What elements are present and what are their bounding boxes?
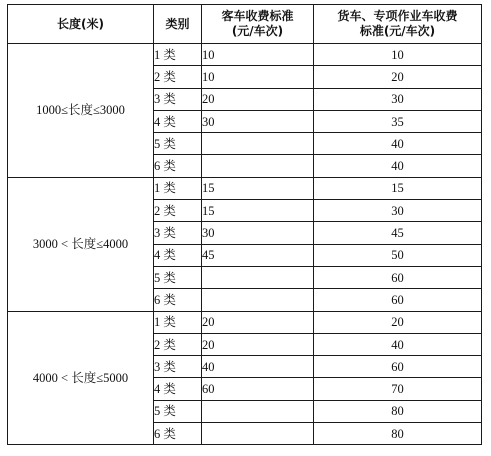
passenger-fee-cell: 45 (202, 244, 314, 266)
freight-fee-cell: 60 (314, 356, 482, 378)
table-header (8, 5, 482, 44)
passenger-fee-cell: 20 (202, 333, 314, 355)
passenger-fee-cell (202, 423, 314, 445)
freight-fee-cell: 30 (314, 88, 482, 110)
freight-fee-cell: 30 (314, 200, 482, 222)
passenger-fee-cell: 10 (202, 66, 314, 88)
freight-fee-cell: 35 (314, 110, 482, 132)
passenger-fee-cell: 10 (202, 44, 314, 66)
freight-fee-cell: 60 (314, 289, 482, 311)
passenger-fee-cell (202, 266, 314, 288)
length-range-cell: 1000≤长度≤3000 (8, 44, 154, 178)
vehicle-category-cell: 5 类 (154, 266, 202, 288)
passenger-fee-cell: 15 (202, 200, 314, 222)
vehicle-category-cell: 1 类 (154, 44, 202, 66)
vehicle-category-cell: 5 类 (154, 400, 202, 422)
table-row (8, 311, 482, 333)
freight-fee-cell: 70 (314, 378, 482, 400)
length-range-cell: 4000 < 长度≤5000 (8, 311, 154, 445)
vehicle-category-cell: 1 类 (154, 311, 202, 333)
freight-fee-cell: 80 (314, 400, 482, 422)
length-range-cell: 3000 < 长度≤4000 (8, 177, 154, 311)
header-passenger-fee-line1: 客车收费标准 (221, 9, 294, 23)
vehicle-category-cell: 6 类 (154, 155, 202, 177)
freight-fee-cell: 45 (314, 222, 482, 244)
passenger-fee-cell (202, 133, 314, 155)
passenger-fee-cell (202, 289, 314, 311)
fee-table-container (7, 4, 482, 445)
vehicle-category-cell: 4 类 (154, 378, 202, 400)
table-body (8, 44, 482, 445)
freight-fee-cell: 40 (314, 155, 482, 177)
passenger-fee-cell: 15 (202, 177, 314, 199)
passenger-fee-cell: 30 (202, 222, 314, 244)
passenger-fee-cell: 20 (202, 88, 314, 110)
freight-fee-cell: 40 (314, 333, 482, 355)
freight-fee-cell: 40 (314, 133, 482, 155)
table-row (8, 177, 482, 199)
freight-fee-cell: 80 (314, 423, 482, 445)
vehicle-category-cell: 4 类 (154, 244, 202, 266)
freight-fee-cell: 20 (314, 66, 482, 88)
vehicle-category-cell: 3 类 (154, 222, 202, 244)
passenger-fee-cell (202, 400, 314, 422)
freight-fee-cell: 15 (314, 177, 482, 199)
toll-fee-table (7, 4, 482, 445)
header-passenger-fee (202, 5, 314, 44)
vehicle-category-cell: 2 类 (154, 333, 202, 355)
header-freight-fee-line1: 货车、专项作业车收费 (337, 9, 458, 23)
freight-fee-cell: 20 (314, 311, 482, 333)
passenger-fee-cell: 60 (202, 378, 314, 400)
vehicle-category-cell: 2 类 (154, 66, 202, 88)
vehicle-category-cell: 5 类 (154, 133, 202, 155)
header-passenger-fee-line2: (元/车次) (231, 24, 284, 38)
header-category: 类别 (154, 5, 202, 44)
freight-fee-cell: 60 (314, 266, 482, 288)
header-length: 长度(米) (8, 5, 154, 44)
vehicle-category-cell: 3 类 (154, 88, 202, 110)
vehicle-category-cell: 2 类 (154, 200, 202, 222)
vehicle-category-cell: 1 类 (154, 177, 202, 199)
table-row (8, 44, 482, 66)
passenger-fee-cell: 40 (202, 356, 314, 378)
freight-fee-cell: 50 (314, 244, 482, 266)
header-row (8, 5, 482, 44)
header-freight-fee (314, 5, 482, 44)
freight-fee-cell: 10 (314, 44, 482, 66)
passenger-fee-cell: 20 (202, 311, 314, 333)
vehicle-category-cell: 6 类 (154, 289, 202, 311)
vehicle-category-cell: 6 类 (154, 423, 202, 445)
passenger-fee-cell (202, 155, 314, 177)
vehicle-category-cell: 3 类 (154, 356, 202, 378)
passenger-fee-cell: 30 (202, 110, 314, 132)
header-freight-fee-line2: 标准(元/车次) (359, 24, 436, 38)
vehicle-category-cell: 4 类 (154, 110, 202, 132)
